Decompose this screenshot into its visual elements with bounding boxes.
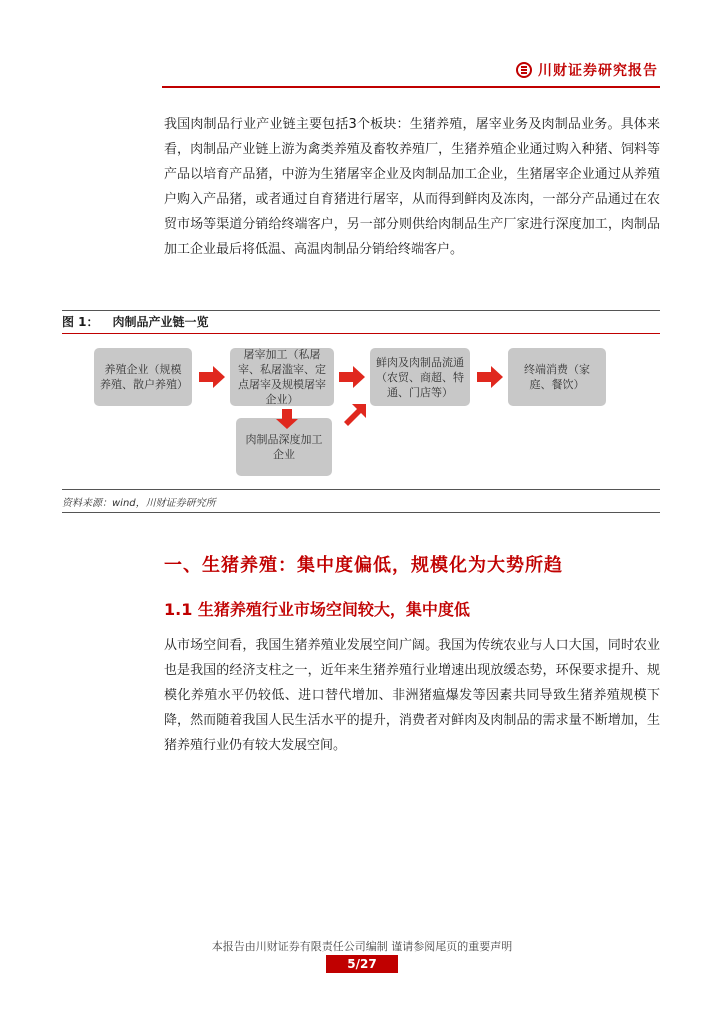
figure-bottom-rule (62, 489, 660, 490)
footer-disclaimer: 本报告由川财证券有限责任公司编制 谨请参阅尾页的重要声明 (211, 940, 513, 953)
figure-caption-rule (62, 333, 660, 334)
report-header-brand (516, 60, 658, 80)
page-number: 5/27 (326, 955, 398, 973)
brand-title: 川财证券研究报告 (538, 63, 658, 79)
arrow-right-icon (199, 366, 225, 388)
figure-end-rule (62, 512, 660, 513)
arrow-up-right-icon (342, 404, 366, 428)
intro-paragraph: 我国肉制品行业产业链主要包括3个板块：生猪养殖，屠宰业务及肉制品业务。具体来看，肉制品产业链上游为禽类养殖及畜牧养殖厂，生猪养殖企业通过购入种猪、饲料等产品以培育产品猪，中游为生猪屠宰企业及肉制品加工企业，生猪屠宰企业通过从养殖户购入产品猪，或者通过自育猪进行屠宰，从而得到鲜肉及冻肉，一部分产品通过在农贸市场等渠道分销给终端客户，另一部分则供给肉制品生产厂家进行深度加工，肉制品加工企业最后将低温、高温肉制品分销给终端客户。 (164, 117, 660, 257)
subsection-heading: 1.1 生猪养殖行业市场空间较大，集中度低 (164, 600, 470, 619)
flow-box-consumption: 终端消费（家庭、餐饮） (508, 348, 606, 406)
flow-box-distribution: 鲜肉及肉制品流通（农贸、商超、特通、门店等） (370, 348, 470, 406)
figure-label: 图 1： (62, 315, 99, 329)
arrow-down-icon (276, 409, 298, 429)
flow-box-breeding: 养殖企业（规模养殖、散户养殖） (94, 348, 192, 406)
figure-caption (62, 313, 209, 330)
figure-source: 资料来源：wind，川财证券研究所 (62, 498, 216, 509)
flow-box-slaughter: 屠宰加工（私屠宰、私屠滥宰、定点屠宰及规模屠宰企业） (230, 348, 334, 406)
arrow-right-icon (477, 366, 503, 388)
figure-title: 肉制品产业链一览 (112, 315, 209, 329)
section-heading: 一、生猪养殖：集中度偏低，规模化为大势所趋 (164, 555, 563, 576)
market-paragraph: 从市场空间看，我国生猪养殖业发展空间广阔。我国为传统农业与人口大国，同时农业也是我国的经济支柱之一，近年来生猪养殖行业增速出现放缓态势，环保要求提升、规模化养殖水平仍较低、进口替代增加、非洲猪瘟爆发等因素共同导致生猪养殖规模下降，然而随着我国人民生活水平的提升，消费者对鲜肉及肉制品的需求量不断增加，生猪养殖行业仍有较大发展空间。 (164, 638, 660, 753)
figure-top-rule (62, 310, 660, 311)
arrow-right-icon (339, 366, 365, 388)
header-divider (162, 86, 660, 88)
flow-box-deep-processing: 肉制品深度加工企业 (236, 418, 332, 476)
company-logo-icon (516, 62, 532, 78)
